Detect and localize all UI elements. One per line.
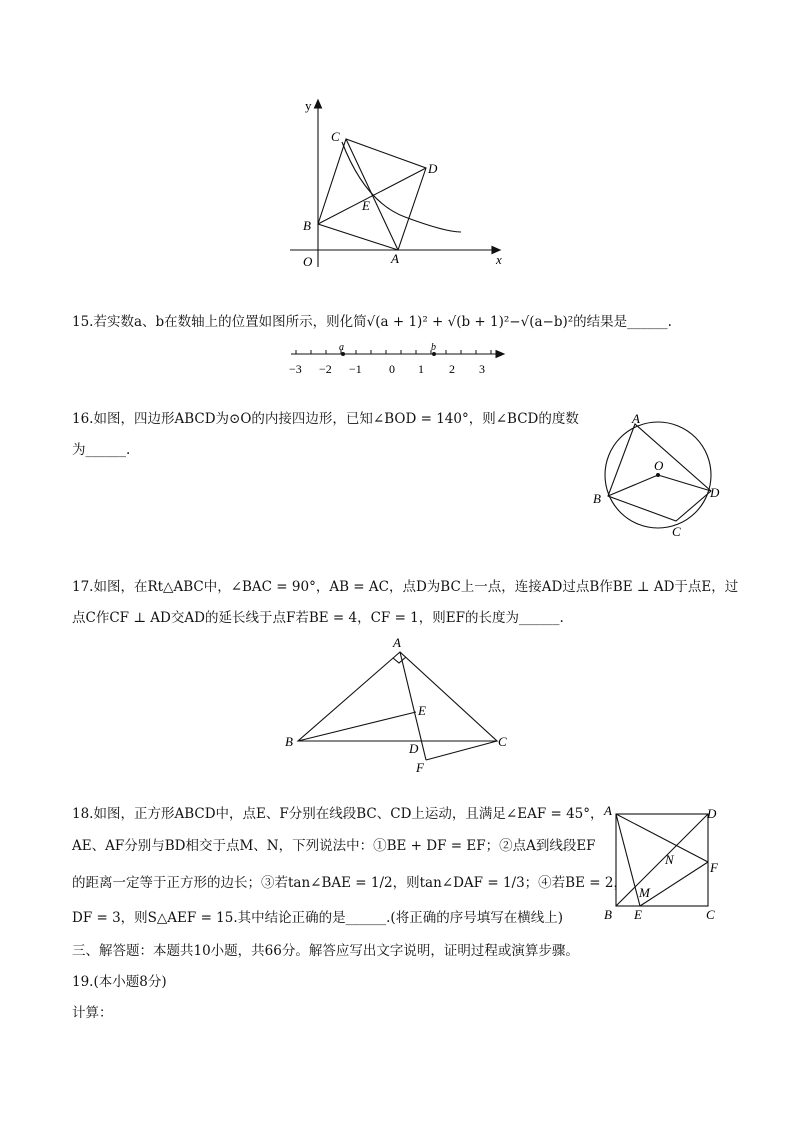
center-o-dot [656,473,660,477]
label-c: C [706,907,715,922]
question-19-title: 19.(本小题8分) [72,974,167,990]
label-a: A [393,635,401,650]
label-y: y [305,98,312,113]
point-b-label: b [431,342,436,353]
label-o: O [303,254,313,269]
tick-label-neg2: −2 [319,362,332,376]
figure-q17 [283,632,513,777]
triangle-abc [298,652,497,741]
label-b: B [593,491,601,506]
hyperbola-curve [342,142,461,232]
point-a-label: a [339,342,344,353]
label-n: N [665,852,674,867]
label-b: B [604,907,612,922]
question-17-line2: 点C作CF ⊥ AD交AD的延长线于点F若BE = 4，CF = 1，则EF的长度为______. [72,610,564,626]
label-e: E [362,198,370,213]
question-17-line1: 17.如图，在Rt△ABC中，∠BAC = 90°，AB = AC，点D为BC上一点，连接AD过点B作BE ⊥ AD于点E，过 [72,579,739,595]
label-a: A [391,251,399,266]
figure-q18 [598,800,728,925]
label-c: C [498,734,507,749]
label-x: x [496,252,502,267]
question-18-line3: 的距离一定等于正方形的边长；③若tan∠BAE = 1/2，则tan∠DAF = 1/3；④若BE = 2， [72,875,627,891]
tick-label-3: 3 [479,362,485,376]
tick-label-neg1: −1 [349,362,362,376]
label-c: C [331,129,340,144]
label-b: B [285,734,293,749]
section-3-heading: 三、解答题：本题共10小题，共66分。解答应写出文字说明，证明过程或演算步骤。 [72,943,579,959]
label-d: D [428,161,438,176]
number-line-q15 [286,338,508,378]
tick-label-neg3: −3 [289,362,302,376]
label-c: C [672,524,681,539]
question-19-prompt: 计算： [72,1005,113,1021]
question-16-line1: 16.如图，四边形ABCD为⊙O的内接四边形，已知∠BOD = 140°，则∠BCD的度数 [72,411,579,427]
question-15-text: 15.若实数a、b在数轴上的位置如图所示，则化简√(a + 1)² + √(b + 1)²−√(a−b)²的结果是______. [72,314,672,330]
label-o: O [654,458,664,473]
label-b: B [303,218,311,233]
label-d: D [409,741,419,756]
label-a: A [604,803,612,818]
label-f: F [416,760,424,775]
figure-q16 [588,408,724,540]
tick-label-1: 1 [418,362,424,376]
figure-q14 [285,92,510,274]
question-18-line1: 18.如图，正方形ABCD中，点E、F分别在线段BC、CD上运动，且满足∠EAF = 45°， [72,806,604,822]
question-16-line2: 为______. [72,442,131,458]
label-m: M [639,885,650,900]
right-angle-mark [393,657,406,663]
label-e: E [634,907,642,922]
label-d: D [710,485,720,500]
question-18-line4: DF = 3，则S△AEF = 15.其中结论正确的是______.(将正确的序号填写在横线上) [72,910,563,926]
tick-label-0: 0 [389,362,395,376]
tick-label-2: 2 [449,362,455,376]
label-a: A [632,411,640,426]
label-d: D [707,806,717,821]
label-f: F [710,860,718,875]
label-e: E [418,703,426,718]
question-18-line2: AE、AF分别与BD相交于点M、N，下列说法中：①BE + DF = EF；②点A到线段EF [72,838,596,854]
